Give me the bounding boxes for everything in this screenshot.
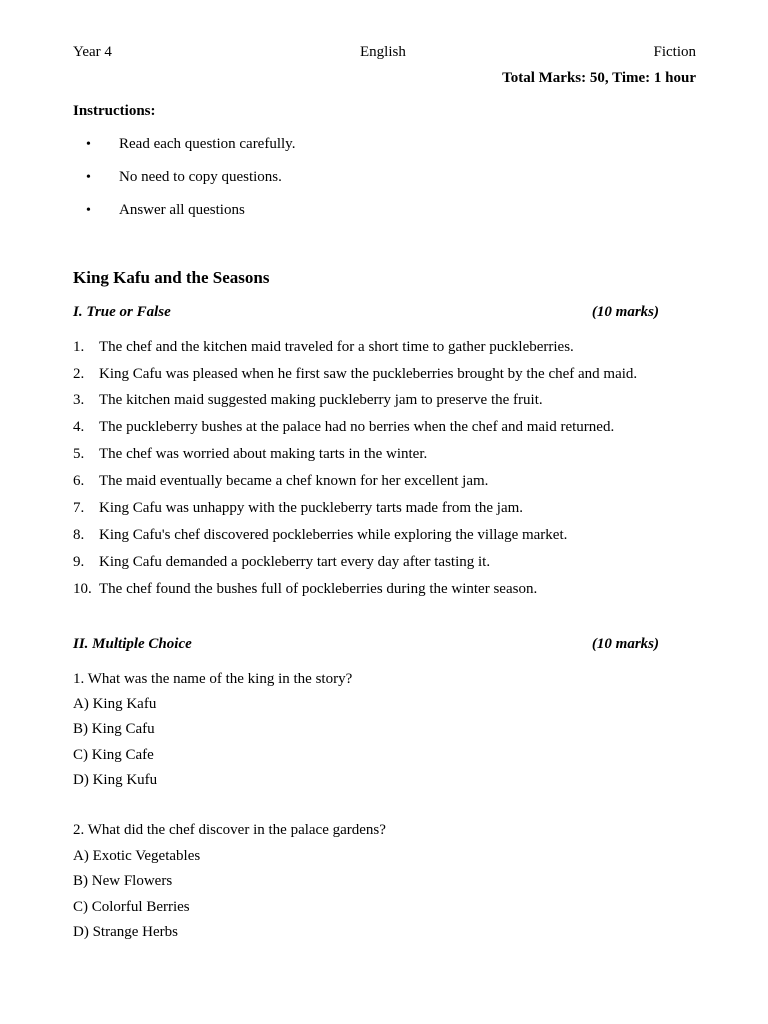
- bullet-icon: •: [86, 203, 91, 218]
- mc-option: C) Colorful Berries: [73, 899, 190, 915]
- question-number: 8.: [73, 527, 85, 543]
- mc-question: 1. What was the name of the king in the story?: [73, 671, 353, 687]
- section-title-true-false: I. True or False: [73, 304, 171, 320]
- question-number: 7.: [73, 500, 85, 516]
- question-number: 3.: [73, 392, 85, 408]
- true-false-question: The chef found the bushes full of pockleberries during the winter season.: [99, 581, 538, 597]
- bullet-icon: •: [86, 137, 91, 152]
- mc-option: D) Strange Herbs: [73, 924, 178, 940]
- bullet-icon: •: [86, 170, 91, 185]
- true-false-question: The chef and the kitchen maid traveled for a short time to gather puckleberries.: [99, 339, 574, 355]
- mc-option: C) King Cafe: [73, 747, 154, 763]
- section-title-multiple-choice: II. Multiple Choice: [73, 636, 192, 652]
- mc-option: A) Exotic Vegetables: [73, 848, 201, 864]
- question-number: 9.: [73, 554, 85, 570]
- true-false-question: The kitchen maid suggested making puckleberry jam to preserve the fruit.: [99, 392, 543, 408]
- question-number: 1.: [73, 339, 85, 355]
- question-number: 2.: [73, 366, 85, 382]
- true-false-question: King Cafu's chef discovered pockleberries while exploring the village market.: [99, 527, 568, 543]
- question-number: 6.: [73, 473, 85, 489]
- question-number: 5.: [73, 446, 85, 462]
- total-marks-time: Total Marks: 50, Time: 1 hour: [502, 70, 696, 86]
- story-title: King Kafu and the Seasons: [73, 268, 270, 287]
- header-year: Year 4: [73, 44, 112, 60]
- instruction-item: Read each question carefully.: [119, 136, 296, 152]
- mc-question: 2. What did the chef discover in the palace gardens?: [73, 822, 386, 838]
- header-subject: English: [360, 44, 406, 60]
- section-marks: (10 marks): [591, 636, 659, 652]
- instruction-item: Answer all questions: [119, 202, 245, 218]
- true-false-question: The puckleberry bushes at the palace had no berries when the chef and maid returned.: [99, 419, 615, 435]
- mc-option: B) New Flowers: [73, 873, 173, 889]
- true-false-question: The maid eventually became a chef known for her excellent jam.: [99, 473, 489, 489]
- mc-option: A) King Kafu: [73, 696, 157, 712]
- question-number: 4.: [73, 419, 85, 435]
- true-false-question: King Cafu was pleased when he first saw the puckleberries brought by the chef and maid.: [99, 366, 638, 382]
- true-false-question: King Cafu was unhappy with the puckleberry tarts made from the jam.: [99, 500, 524, 516]
- mc-option: D) King Kufu: [73, 772, 158, 788]
- true-false-question: The chef was worried about making tarts in the winter.: [99, 446, 428, 462]
- question-number: 10.: [73, 581, 92, 597]
- section-marks: (10 marks): [591, 304, 659, 320]
- true-false-question: King Cafu demanded a pockleberry tart every day after tasting it.: [99, 554, 491, 570]
- instruction-item: No need to copy questions.: [119, 169, 282, 185]
- header-genre: Fiction: [653, 44, 696, 60]
- instructions-title: Instructions:: [73, 103, 156, 119]
- mc-option: B) King Cafu: [73, 721, 155, 737]
